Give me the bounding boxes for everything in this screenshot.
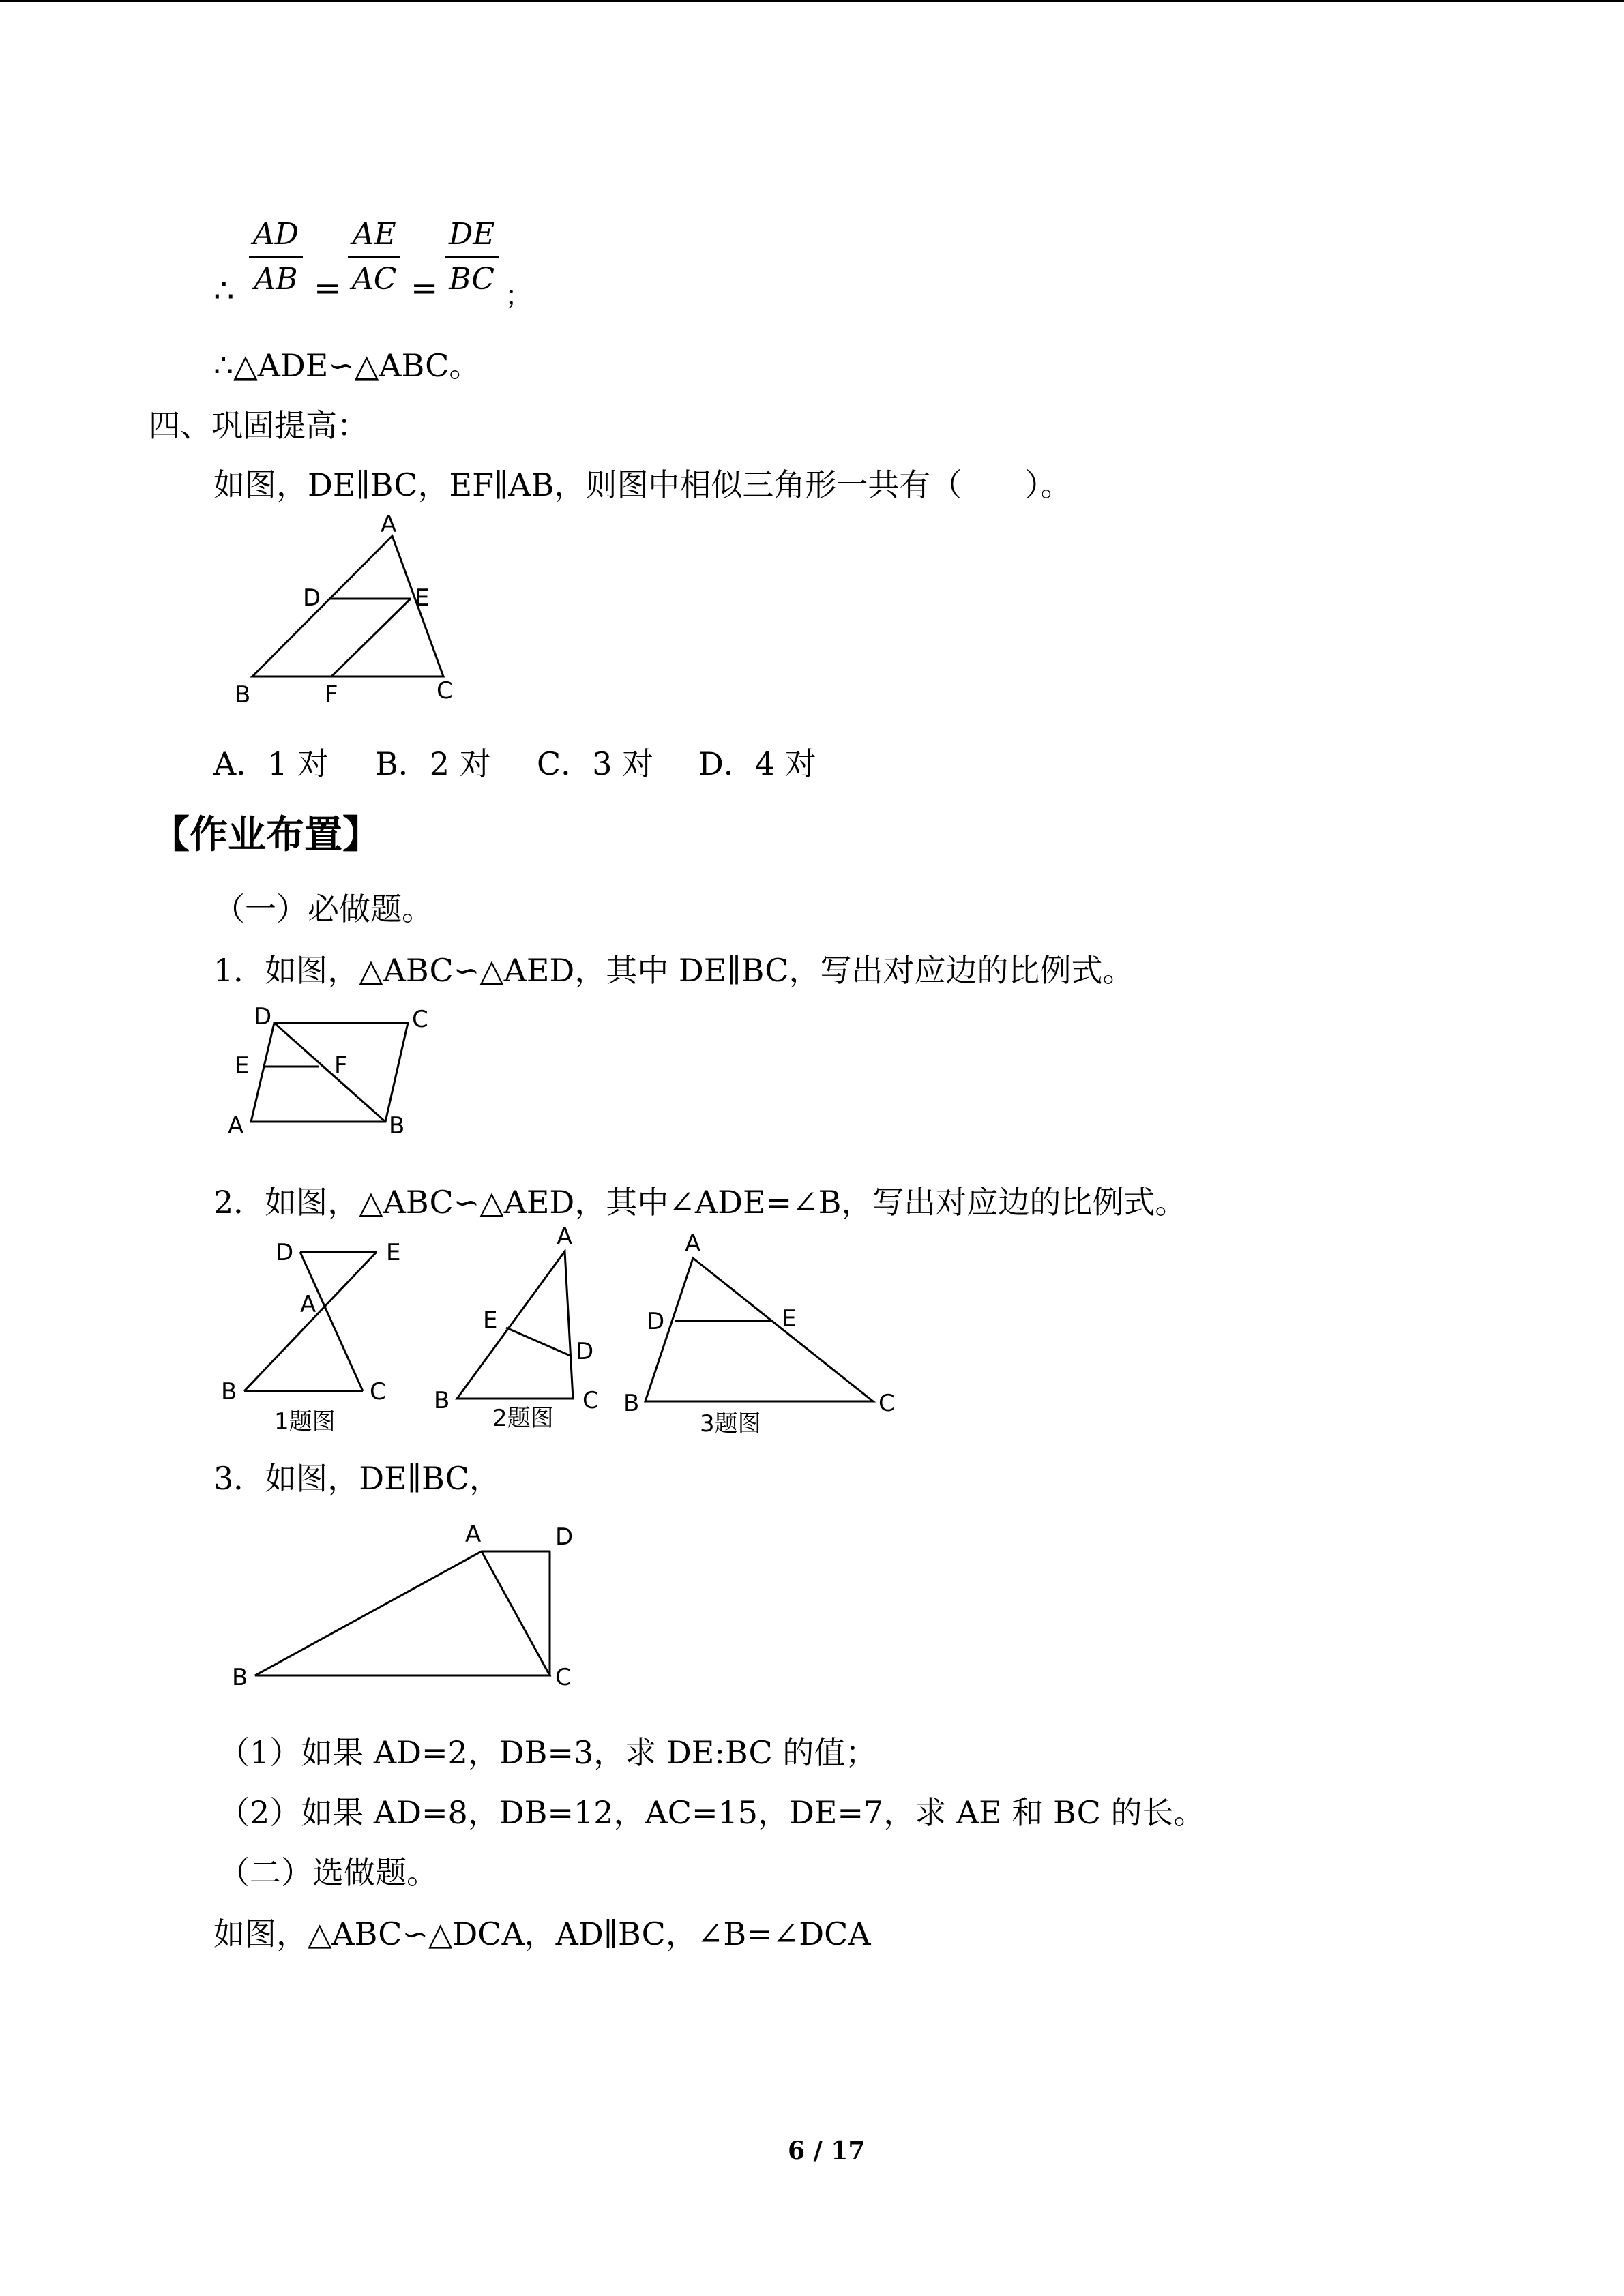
option-d: D．4 对 xyxy=(698,745,816,782)
triangle-abc xyxy=(457,1251,573,1399)
figure-q3 xyxy=(225,1517,593,1695)
fraction-denominator: AC xyxy=(352,262,397,297)
triangle-abc xyxy=(255,1551,550,1675)
label-a: A xyxy=(228,1112,244,1139)
therefore-symbol: ∴ xyxy=(213,271,235,310)
label-d: D xyxy=(576,1338,594,1365)
question-3-part-2: （2）如果 AD=8，DB=12，AC=15，DE=7，求 AE 和 BC 的长。 xyxy=(218,1794,1205,1831)
figure-caption: 1题图 xyxy=(274,1408,336,1435)
option-a: A．1 对 xyxy=(213,745,329,782)
label-a: A xyxy=(685,1230,701,1257)
label-b: B xyxy=(434,1387,450,1414)
label-f: F xyxy=(334,1052,348,1079)
label-c: C xyxy=(437,677,453,704)
label-a: A xyxy=(465,1521,482,1548)
label-a: A xyxy=(557,1223,573,1251)
label-c: C xyxy=(582,1387,599,1414)
semicolon: ； xyxy=(505,280,532,312)
section4-question: 如图，DE∥BC，EF∥AB，则图中相似三角形一共有（ ）。 xyxy=(213,466,1072,503)
top-border xyxy=(0,0,1624,2)
fraction-numerator: AE xyxy=(348,217,400,258)
figure-triangle-def xyxy=(232,511,477,709)
fraction-denominator: AB xyxy=(254,262,298,297)
label-b: B xyxy=(623,1390,640,1417)
diagonal-db xyxy=(274,1023,385,1122)
label-e: E xyxy=(386,1239,401,1266)
triangle-abc xyxy=(645,1258,873,1401)
label-b: B xyxy=(232,1664,248,1691)
label-d: D xyxy=(647,1308,665,1335)
figure-q1-parallelogram xyxy=(225,1002,443,1146)
label-e: E xyxy=(415,584,430,612)
label-b: B xyxy=(389,1112,405,1139)
question-3: 3．如图，DE∥BC， xyxy=(213,1460,501,1497)
label-d: D xyxy=(555,1523,574,1551)
required-heading: （一）必做题。 xyxy=(213,891,433,927)
fraction-numerator: AD xyxy=(249,217,303,258)
label-c: C xyxy=(879,1390,895,1417)
option-b: B．2 对 xyxy=(375,745,491,782)
label-a: A xyxy=(381,511,397,538)
label-e: E xyxy=(235,1052,250,1079)
fraction-numerator: DE xyxy=(445,217,499,258)
segment-ef xyxy=(331,599,411,676)
figure-q2-2 xyxy=(430,1224,614,1435)
label-c: C xyxy=(412,1006,428,1033)
question-2: 2．如图，△ABC∽△AED，其中∠ADE=∠B，写出对应边的比例式。 xyxy=(213,1184,1187,1221)
equals-sign: = xyxy=(314,269,342,308)
option-c: C．3 对 xyxy=(537,745,654,782)
label-d: D xyxy=(303,584,321,612)
figure-q2-1 xyxy=(218,1239,401,1439)
section4-heading: 四、巩固提高： xyxy=(149,407,368,444)
optional-heading: （二）选做题。 xyxy=(218,1854,438,1891)
fraction-ae-ac xyxy=(348,217,400,297)
figure-q2-3 xyxy=(621,1231,907,1435)
fraction-ad-ab xyxy=(249,217,303,297)
label-c: C xyxy=(370,1378,386,1405)
label-d: D xyxy=(276,1239,294,1266)
label-a: A xyxy=(300,1291,316,1318)
label-b: B xyxy=(221,1378,237,1405)
label-b: B xyxy=(235,681,251,709)
fraction-de-bc xyxy=(445,217,499,297)
label-c: C xyxy=(555,1664,572,1691)
proof-conclusion: ∴△ADE∽△ABC。 xyxy=(213,347,481,384)
figure-caption: 2题图 xyxy=(492,1405,554,1432)
fraction-denominator: BC xyxy=(449,262,495,297)
optional-question: 如图，△ABC∽△DCA，AD∥BC，∠B=∠DCA xyxy=(213,1915,871,1952)
homework-heading: 【作业布置】 xyxy=(151,813,381,857)
equals-sign: = xyxy=(411,269,439,308)
segment-ed xyxy=(506,1328,570,1356)
question-3-part-1: （1）如果 AD=2，DB=3，求 DE:BC 的值； xyxy=(218,1734,877,1771)
page-number: 6 / 17 xyxy=(788,2136,866,2165)
label-e: E xyxy=(483,1307,498,1334)
question-1: 1．如图，△ABC∽△AED，其中 DE∥BC，写出对应边的比例式。 xyxy=(213,952,1134,989)
label-e: E xyxy=(782,1305,797,1332)
label-f: F xyxy=(325,681,338,709)
figure-caption: 3题图 xyxy=(700,1410,761,1437)
label-d: D xyxy=(254,1003,272,1030)
